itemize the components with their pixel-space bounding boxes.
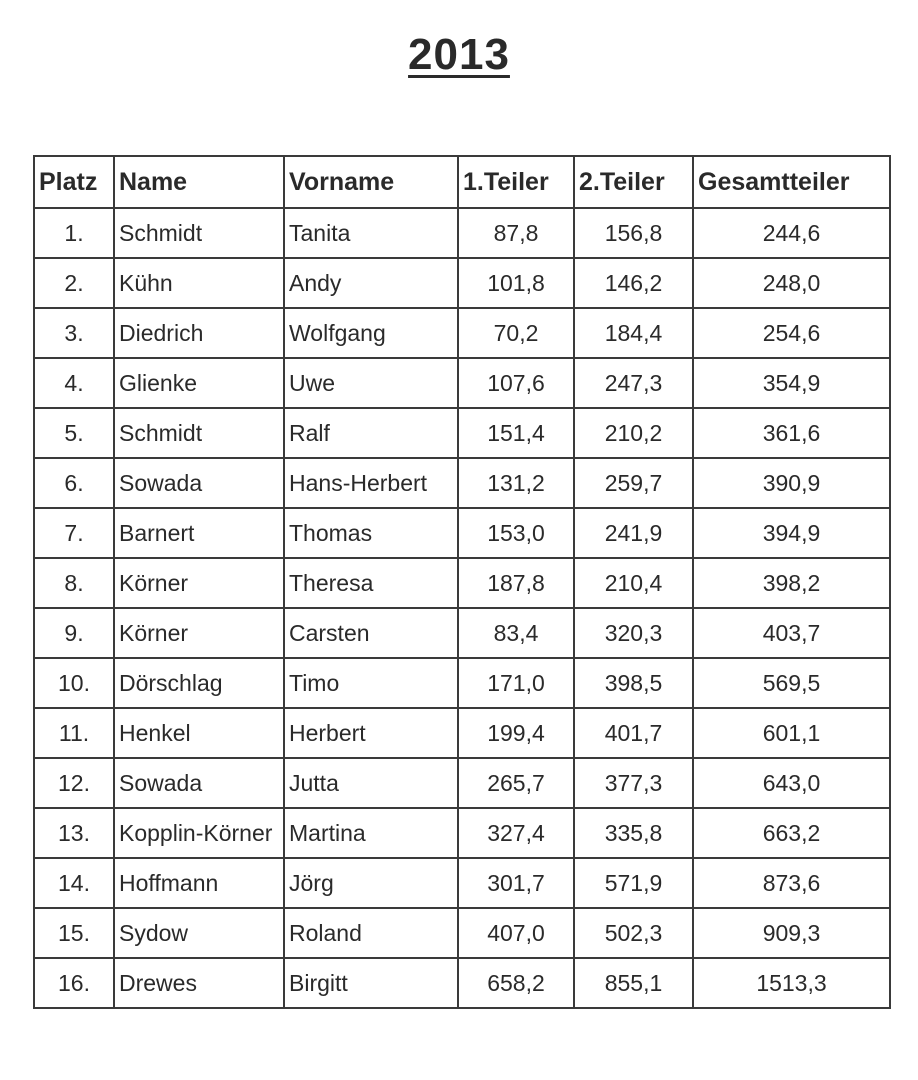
cell-platz: 7. bbox=[34, 508, 114, 558]
cell-gesamt: 569,5 bbox=[693, 658, 890, 708]
cell-teiler2: 398,5 bbox=[574, 658, 693, 708]
cell-gesamt: 254,6 bbox=[693, 308, 890, 358]
cell-gesamt: 390,9 bbox=[693, 458, 890, 508]
cell-platz: 3. bbox=[34, 308, 114, 358]
cell-teiler2: 401,7 bbox=[574, 708, 693, 758]
cell-platz: 4. bbox=[34, 358, 114, 408]
cell-gesamt: 1513,3 bbox=[693, 958, 890, 1008]
cell-teiler1: 301,7 bbox=[458, 858, 574, 908]
table-row bbox=[34, 908, 890, 958]
cell-teiler2: 502,3 bbox=[574, 908, 693, 958]
cell-platz: 12. bbox=[34, 758, 114, 808]
cell-platz: 1. bbox=[34, 208, 114, 258]
cell-teiler2: 146,2 bbox=[574, 258, 693, 308]
cell-platz: 15. bbox=[34, 908, 114, 958]
cell-name: Sowada bbox=[114, 458, 284, 508]
cell-teiler2: 335,8 bbox=[574, 808, 693, 858]
cell-platz: 6. bbox=[34, 458, 114, 508]
cell-vorname: Thomas bbox=[284, 508, 458, 558]
header-teiler2: 2.Teiler bbox=[574, 156, 693, 208]
cell-teiler1: 199,4 bbox=[458, 708, 574, 758]
cell-gesamt: 244,6 bbox=[693, 208, 890, 258]
cell-gesamt: 354,9 bbox=[693, 358, 890, 408]
cell-gesamt: 643,0 bbox=[693, 758, 890, 808]
cell-name: Hoffmann bbox=[114, 858, 284, 908]
cell-platz: 10. bbox=[34, 658, 114, 708]
table-row bbox=[34, 408, 890, 458]
cell-name: Dörschlag bbox=[114, 658, 284, 708]
table-row bbox=[34, 258, 890, 308]
cell-teiler2: 241,9 bbox=[574, 508, 693, 558]
cell-gesamt: 663,2 bbox=[693, 808, 890, 858]
cell-teiler1: 151,4 bbox=[458, 408, 574, 458]
cell-teiler1: 101,8 bbox=[458, 258, 574, 308]
cell-vorname: Wolfgang bbox=[284, 308, 458, 358]
cell-vorname: Herbert bbox=[284, 708, 458, 758]
cell-teiler1: 83,4 bbox=[458, 608, 574, 658]
cell-teiler1: 187,8 bbox=[458, 558, 574, 608]
table-row bbox=[34, 808, 890, 858]
cell-gesamt: 873,6 bbox=[693, 858, 890, 908]
cell-teiler2: 210,4 bbox=[574, 558, 693, 608]
header-teiler1: 1.Teiler bbox=[458, 156, 574, 208]
cell-teiler2: 377,3 bbox=[574, 758, 693, 808]
cell-teiler2: 156,8 bbox=[574, 208, 693, 258]
cell-teiler2: 247,3 bbox=[574, 358, 693, 408]
cell-name: Henkel bbox=[114, 708, 284, 758]
cell-platz: 9. bbox=[34, 608, 114, 658]
cell-platz: 16. bbox=[34, 958, 114, 1008]
cell-teiler2: 184,4 bbox=[574, 308, 693, 358]
cell-name: Schmidt bbox=[114, 408, 284, 458]
cell-gesamt: 909,3 bbox=[693, 908, 890, 958]
cell-vorname: Tanita bbox=[284, 208, 458, 258]
cell-platz: 8. bbox=[34, 558, 114, 608]
cell-gesamt: 601,1 bbox=[693, 708, 890, 758]
cell-vorname: Andy bbox=[284, 258, 458, 308]
cell-name: Kühn bbox=[114, 258, 284, 308]
results-table bbox=[33, 155, 891, 1009]
cell-teiler1: 407,0 bbox=[458, 908, 574, 958]
cell-vorname: Carsten bbox=[284, 608, 458, 658]
cell-platz: 5. bbox=[34, 408, 114, 458]
cell-vorname: Theresa bbox=[284, 558, 458, 608]
cell-name: Glienke bbox=[114, 358, 284, 408]
cell-vorname: Uwe bbox=[284, 358, 458, 408]
cell-gesamt: 398,2 bbox=[693, 558, 890, 608]
cell-gesamt: 248,0 bbox=[693, 258, 890, 308]
cell-name: Barnert bbox=[114, 508, 284, 558]
cell-platz: 11. bbox=[34, 708, 114, 758]
header-gesamt: Gesamtteiler bbox=[693, 156, 890, 208]
cell-teiler1: 70,2 bbox=[458, 308, 574, 358]
cell-teiler2: 855,1 bbox=[574, 958, 693, 1008]
cell-teiler1: 327,4 bbox=[458, 808, 574, 858]
cell-teiler1: 658,2 bbox=[458, 958, 574, 1008]
cell-name: Drewes bbox=[114, 958, 284, 1008]
cell-name: Sydow bbox=[114, 908, 284, 958]
cell-name: Sowada bbox=[114, 758, 284, 808]
table-row bbox=[34, 458, 890, 508]
table-row bbox=[34, 308, 890, 358]
cell-teiler1: 107,6 bbox=[458, 358, 574, 408]
cell-teiler1: 265,7 bbox=[458, 758, 574, 808]
cell-vorname: Ralf bbox=[284, 408, 458, 458]
cell-platz: 2. bbox=[34, 258, 114, 308]
table-row bbox=[34, 658, 890, 708]
header-vorname: Vorname bbox=[284, 156, 458, 208]
cell-teiler1: 87,8 bbox=[458, 208, 574, 258]
cell-teiler1: 153,0 bbox=[458, 508, 574, 558]
cell-vorname: Roland bbox=[284, 908, 458, 958]
table-row bbox=[34, 708, 890, 758]
cell-teiler2: 259,7 bbox=[574, 458, 693, 508]
table-row bbox=[34, 358, 890, 408]
cell-vorname: Martina bbox=[284, 808, 458, 858]
cell-platz: 13. bbox=[34, 808, 114, 858]
cell-vorname: Jörg bbox=[284, 858, 458, 908]
cell-vorname: Birgitt bbox=[284, 958, 458, 1008]
cell-name: Körner bbox=[114, 558, 284, 608]
table-row bbox=[34, 558, 890, 608]
cell-name: Diedrich bbox=[114, 308, 284, 358]
cell-vorname: Hans-Herbert bbox=[284, 458, 458, 508]
cell-gesamt: 394,9 bbox=[693, 508, 890, 558]
cell-teiler2: 571,9 bbox=[574, 858, 693, 908]
page-title: 2013 bbox=[408, 30, 510, 79]
cell-teiler1: 131,2 bbox=[458, 458, 574, 508]
cell-vorname: Timo bbox=[284, 658, 458, 708]
header-name: Name bbox=[114, 156, 284, 208]
table-row bbox=[34, 608, 890, 658]
header-row bbox=[34, 156, 890, 208]
table-row bbox=[34, 208, 890, 258]
cell-gesamt: 403,7 bbox=[693, 608, 890, 658]
cell-platz: 14. bbox=[34, 858, 114, 908]
cell-vorname: Jutta bbox=[284, 758, 458, 808]
table-row bbox=[34, 958, 890, 1008]
cell-name: Kopplin-Körner bbox=[114, 808, 284, 858]
table-row bbox=[34, 858, 890, 908]
cell-teiler2: 320,3 bbox=[574, 608, 693, 658]
header-platz: Platz bbox=[34, 156, 114, 208]
table-row bbox=[34, 758, 890, 808]
table-row bbox=[34, 508, 890, 558]
cell-name: Schmidt bbox=[114, 208, 284, 258]
cell-teiler2: 210,2 bbox=[574, 408, 693, 458]
cell-gesamt: 361,6 bbox=[693, 408, 890, 458]
cell-teiler1: 171,0 bbox=[458, 658, 574, 708]
cell-name: Körner bbox=[114, 608, 284, 658]
